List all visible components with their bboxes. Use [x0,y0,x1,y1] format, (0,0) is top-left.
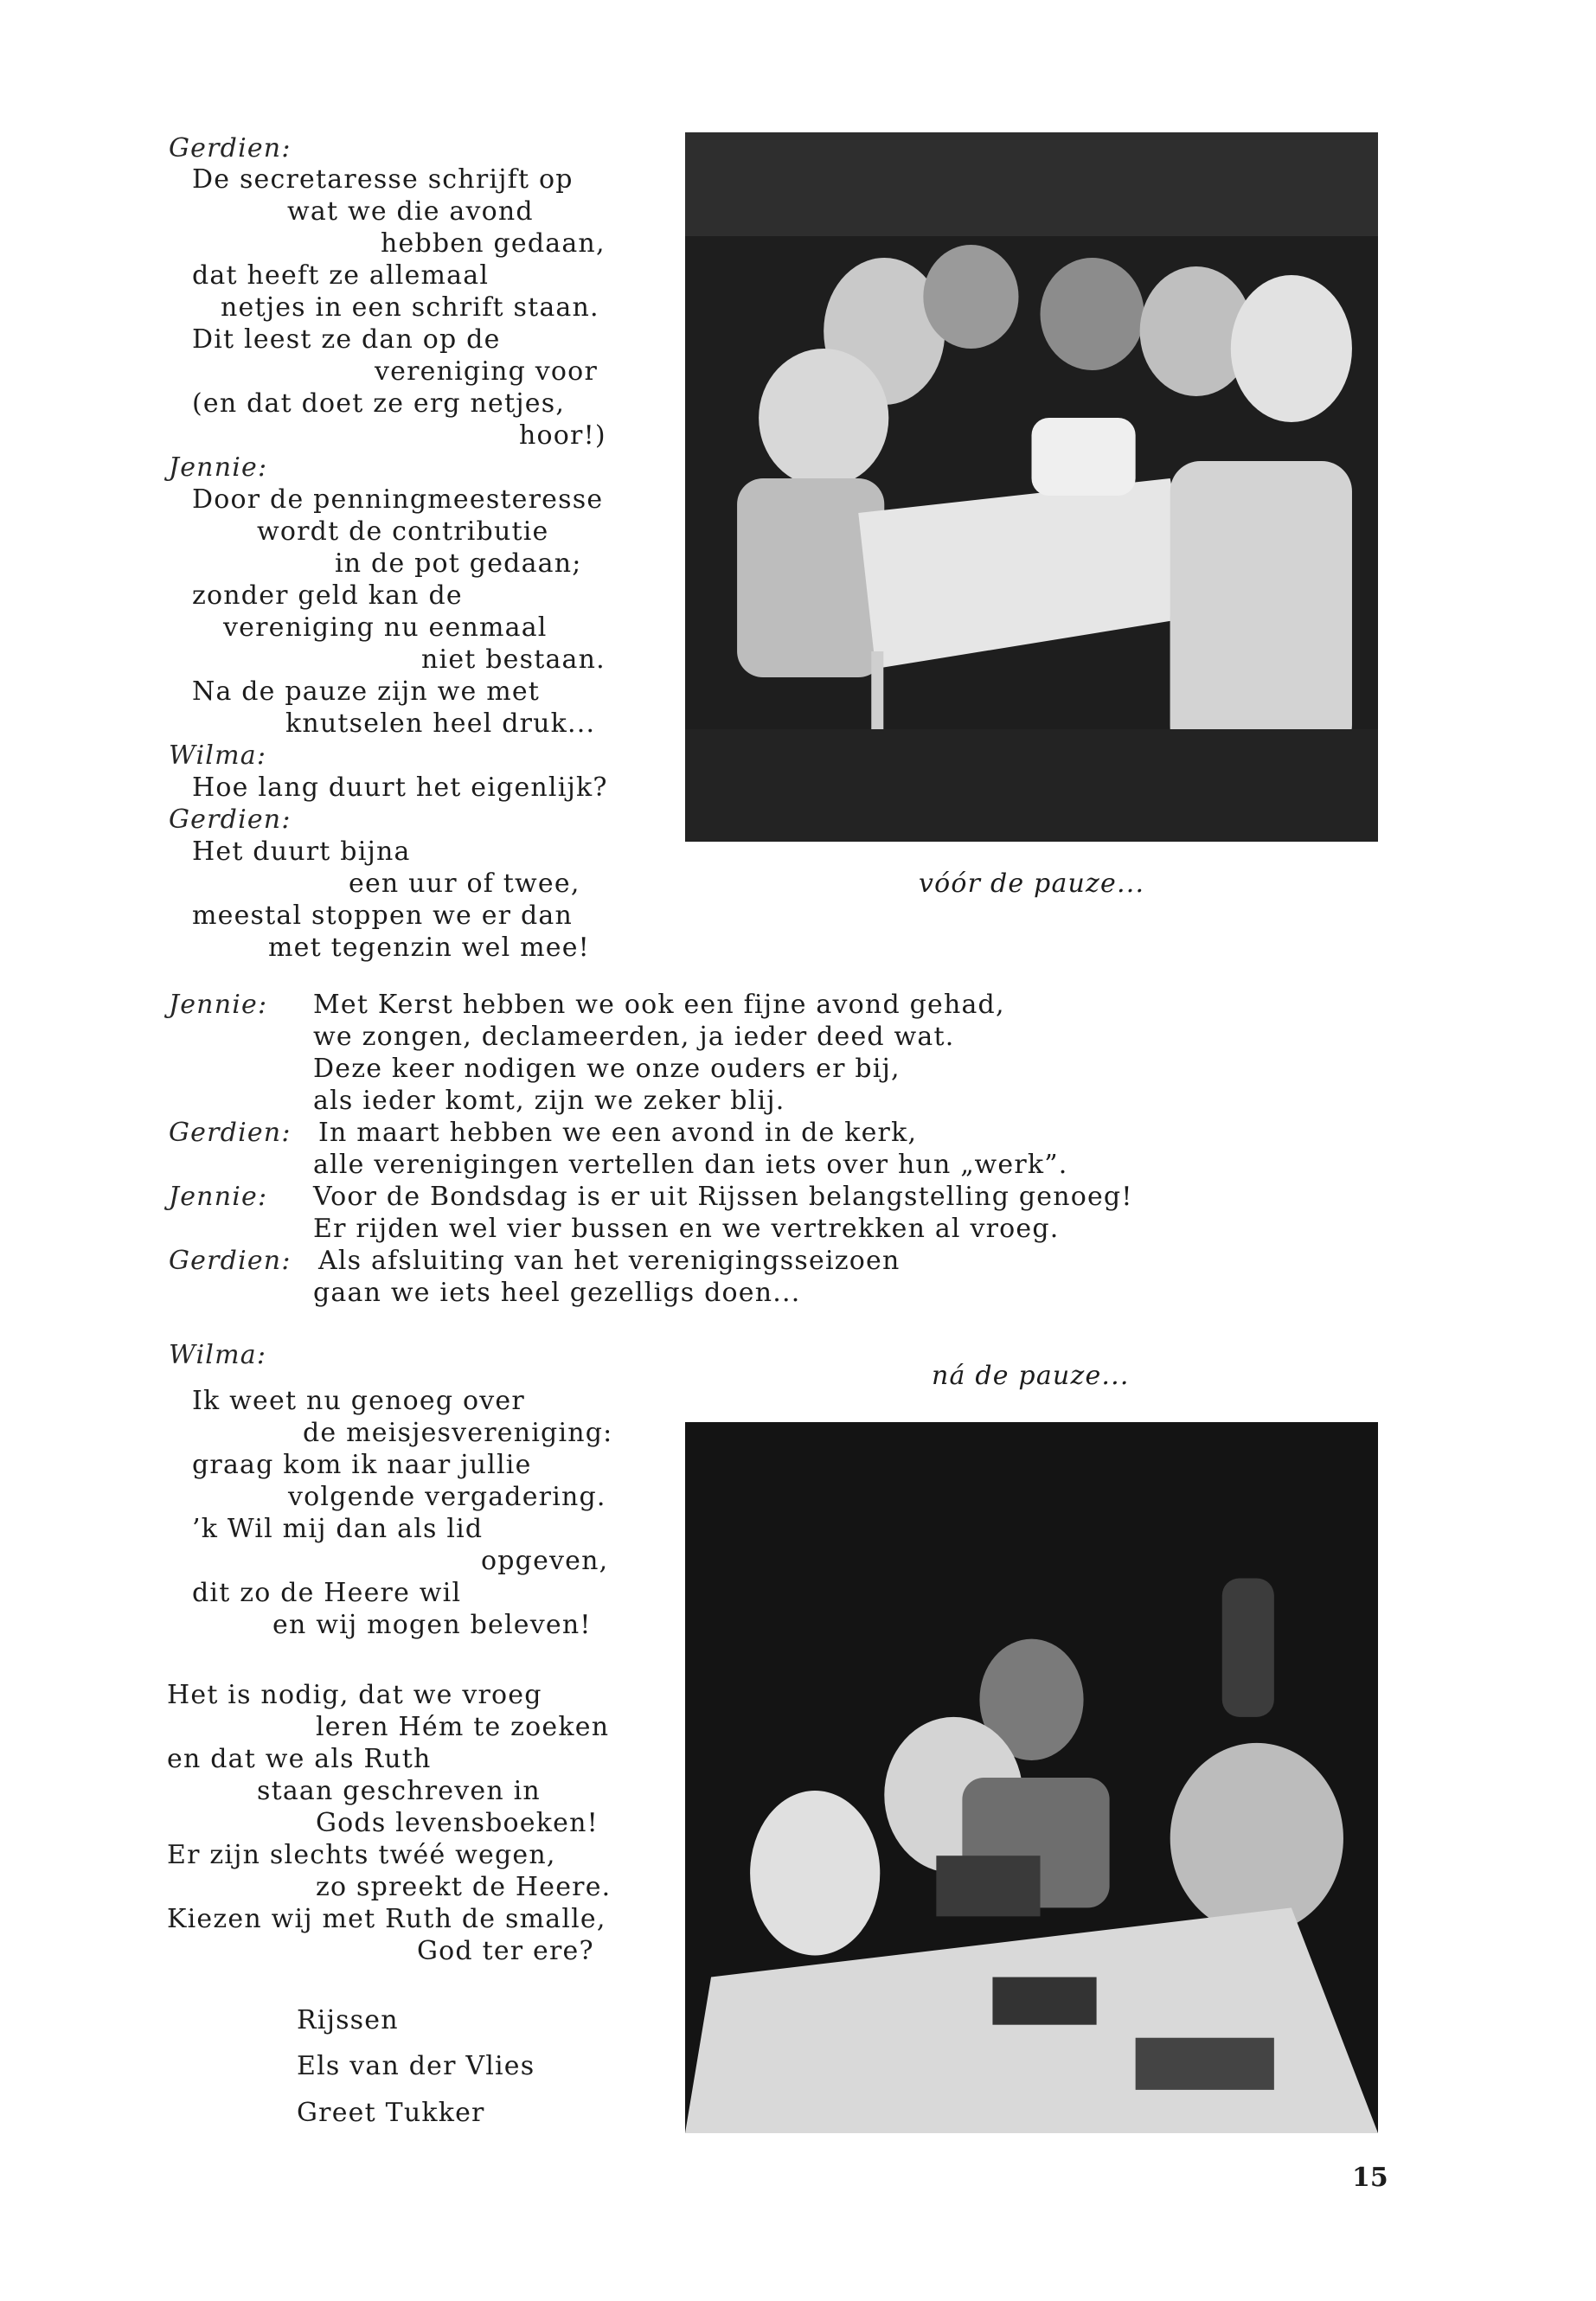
poem-line: graag kom ik naar jullie [192,1450,532,1480]
dialogue-line: Als afsluiting van het verenigingsseizoen [318,1246,901,1276]
speaker-wilma: Wilma: [169,740,267,771]
dialogue-speaker: Gerdien: [169,1246,292,1276]
photo-after-break [685,1422,1378,2133]
dialogue-speaker: Jennie: [169,990,268,1020]
poem-line: opgeven, [481,1546,609,1576]
poem-line: leren Hém te zoeken [316,1712,610,1742]
poem-line: ’k Wil mij dan als lid [192,1514,484,1544]
poem-line: en wij mogen beleven! [272,1610,592,1640]
photo-girls-crafting [685,1422,1378,2133]
poem-line: zonder geld kan de [192,580,463,611]
poem-line: Na de pauze zijn we met [192,676,541,707]
poem-line: vereniging voor [375,356,598,387]
dialogue-line: In maart hebben we een avond in de kerk, [318,1118,918,1148]
poem-line: Ik weet nu genoeg over [192,1386,525,1416]
photo-caption-before: vóór de pauze... [919,868,1145,899]
poem-line: Kiezen wij met Ruth de smalle, [167,1904,606,1934]
poem-line: staan geschreven in [257,1776,541,1806]
poem-line: Gods levensboeken! [316,1808,599,1838]
signature-author: Els van der Vlies [297,2051,535,2081]
poem-line: in de pot gedaan; [335,548,582,579]
poem-line: wat we die avond [287,196,534,227]
dialogue-speaker: Jennie: [169,1182,268,1212]
poem-line: (en dat doet ze erg netjes, [192,388,566,419]
poem-line: Hoe lang duurt het eigenlijk? [192,772,608,803]
poem-line: hoor!) [519,420,606,451]
dialogue-line: gaan we iets heel gezelligs doen... [313,1278,801,1308]
speaker-jennie: Jennie: [169,452,268,483]
poem-line: knutselen heel druk... [285,708,596,739]
poem-line: zo spreekt de Heere. [316,1872,612,1902]
poem-line: Door de penningmeesteresse [192,484,604,515]
signature-author: Greet Tukker [297,2098,485,2128]
poem-line: netjes in een schrift staan. [221,292,599,323]
poem-line: hebben gedaan, [381,228,606,259]
dialogue-line: we zongen, declameerden, ja ieder deed wat. [313,1022,955,1052]
photo-girls-at-table [685,132,1378,842]
dialogue-line: alle verenigingen vertellen dan iets over hun „werk”. [313,1150,1068,1180]
poem-line: een uur of twee, [349,868,580,899]
poem-line: niet bestaan. [421,644,606,675]
speaker-gerdien: Gerdien: [169,133,292,163]
poem-line: Het duurt bijna [192,836,411,867]
dialogue-line: Voor de Bondsdag is er uit Rijssen belangstelling genoeg! [313,1182,1133,1212]
page-number: 15 [1352,2163,1388,2193]
poem-line: God ter ere? [417,1936,594,1966]
dialogue-line: Er rijden wel vier bussen en we vertrekken al vroeg. [313,1214,1060,1244]
poem-line: volgende vergadering. [288,1482,606,1512]
dialogue-line: als ieder komt, zijn we zeker blij. [313,1086,785,1116]
speaker-gerdien: Gerdien: [169,804,292,835]
poem-line: dit zo de Heere wil [192,1578,462,1608]
poem-line: Het is nodig, dat we vroeg [167,1680,542,1710]
poem-line: de meisjesvereniging: [303,1418,613,1448]
speaker-wilma: Wilma: [169,1340,267,1370]
poem-line: meestal stoppen we er dan [192,901,573,931]
poem-line: Dit leest ze dan op de [192,324,501,355]
poem-line: wordt de contributie [257,516,549,547]
dialogue-speaker: Gerdien: [169,1118,292,1148]
signature-place: Rijssen [297,2005,399,2035]
poem-line: Er zijn slechts twéé wegen, [167,1840,556,1870]
photo-before-break [685,132,1378,842]
photo-caption-after: ná de pauze... [932,1361,1130,1391]
poem-line: vereniging nu eenmaal [223,612,548,643]
poem-line: en dat we als Ruth [167,1744,432,1774]
dialogue-line: Met Kerst hebben we ook een fijne avond gehad, [313,990,1005,1020]
dialogue-line: Deze keer nodigen we onze ouders er bij, [313,1054,901,1084]
poem-line: De secretaresse schrijft op [192,164,574,195]
poem-line: dat heeft ze allemaal [192,260,490,291]
poem-line: met tegenzin wel mee! [268,933,590,963]
